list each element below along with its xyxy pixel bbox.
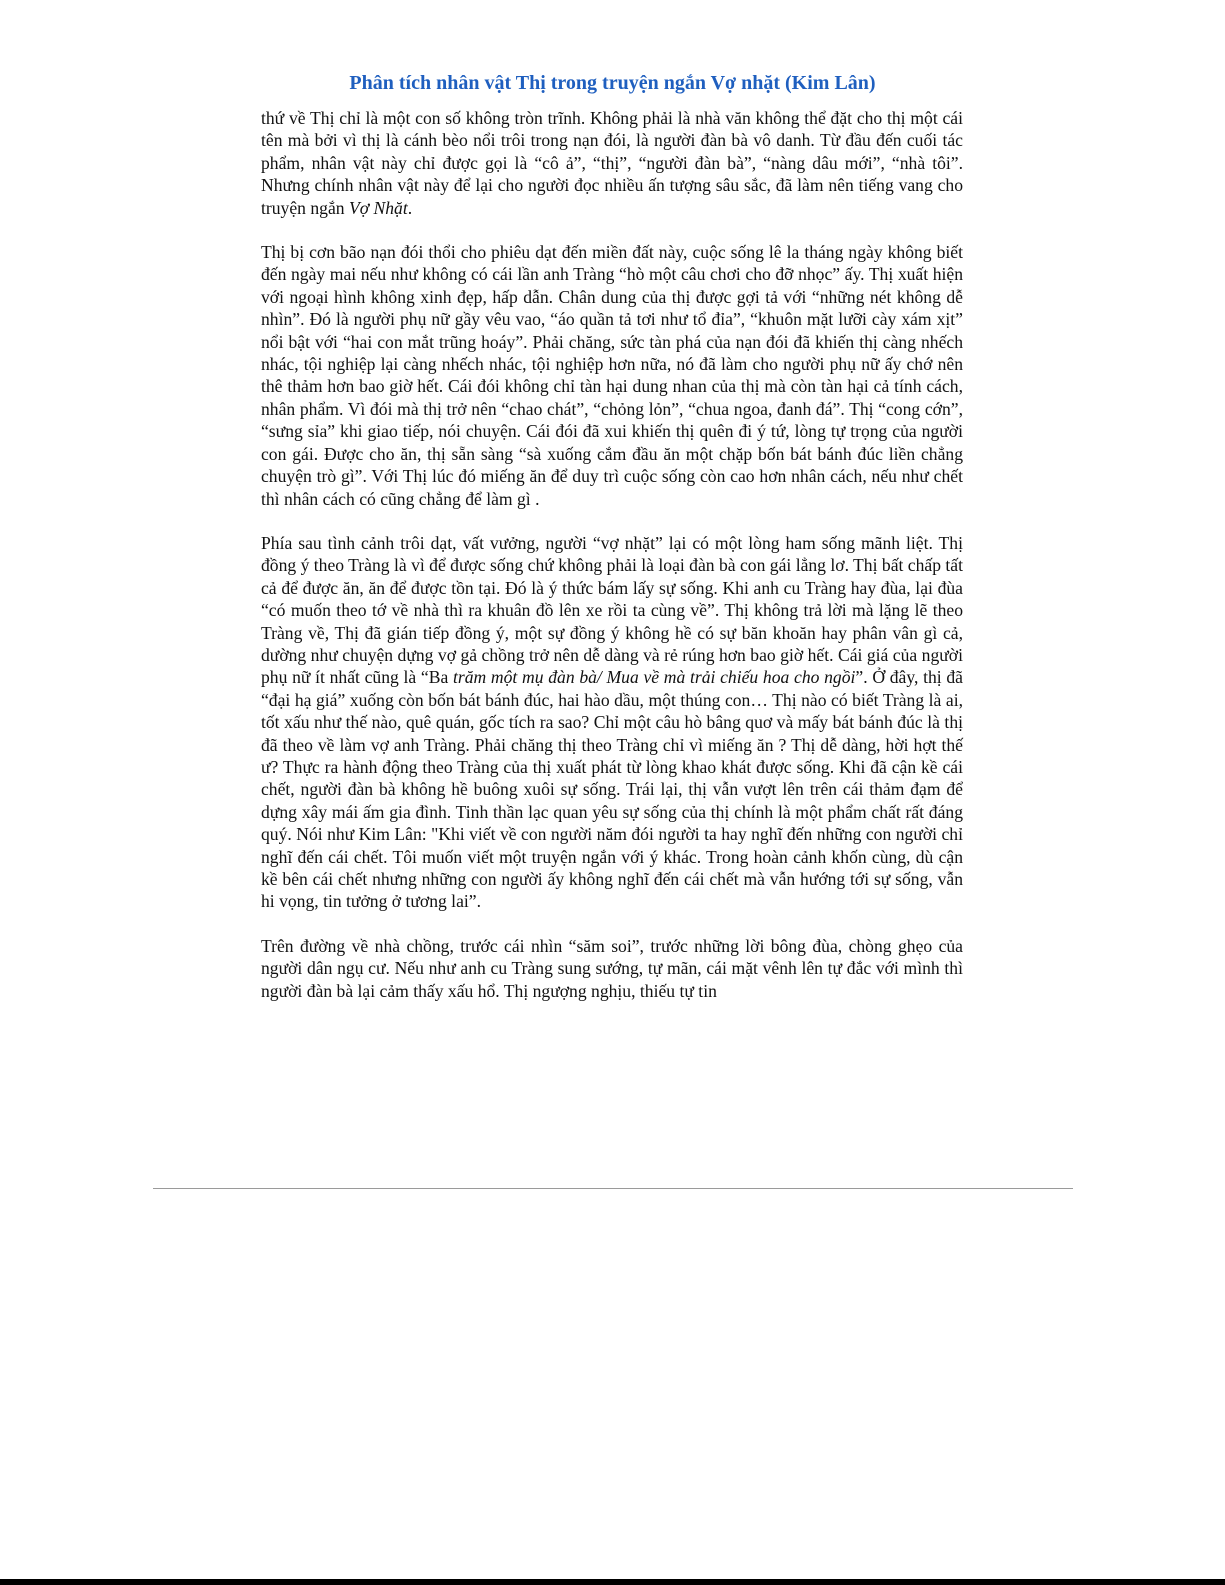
paragraph-3 — [261, 532, 963, 913]
paragraph-3-rest: ”. Ở đây, thị đã “đại hạ giá” xuống còn bốn bát bánh đúc, hai hào dầu, một thúng con… Thị nào có biết Tràng là ai, tốt xấu như thế nào, quê quán, gốc tích ra sao? Chỉ một câu hò bâng quơ và mấy bát bánh đúc là thị đã theo về làm vợ anh Tràng. Phải chăng thị theo Tràng chỉ vì miếng ăn ? Thị dễ dàng, hời hợt thế ư? Thực ra hành động theo Tràng của thị xuất phát từ lòng khao khát được sống. Khi đã cận kề cái chết, người đàn bà không hề buông xuôi sự sống. Trái lại, thị vẫn vượt lên trên cái thảm đạm để dựng xây mái ấm gia đình. Tinh thần lạc quan yêu sự sống của thị chính là một phẩm chất rất đáng quý. Nói như Kim Lân: "Khi viết về con người năm đói người ta hay nghĩ đến những con người chỉ nghĩ đến cái chết. Tôi muốn viết một truyện ngắn với ý khác. Trong hoàn cảnh khốn cùng, dù cận kề bên cái chết nhưng những con người ấy không nghĩ đến cái chết mà vẫn hướng tới sự sống, vẫn hi vọng, tin tưởng ở tương lai”. — [261, 667, 963, 912]
paragraph-2: Thị bị cơn bão nạn đói thổi cho phiêu dạt đến miền đất này, cuộc sống lê la tháng ngày không biết đến ngày mai nếu như không có cái lần anh Tràng “hò một câu chơi cho đỡ nhọc” ấy. Thị xuất hiện với ngoại hình không xinh đẹp, hấp dẫn. Chân dung của thị được gợi tả với “những nét không dễ nhìn”. Đó là người phụ nữ gầy vêu vao, “áo quần tả tơi như tổ đỉa”, “khuôn mặt lưỡi cày xám xịt” nổi bật với “hai con mắt trũng hoáy”. Phải chăng, sức tàn phá của nạn đói đã khiến thị càng nhếch nhác, tội nghiệp lại càng nhếch nhác, tội nghiệp hơn nữa, nó đã làm cho người phụ nữ ấy chớ nên thê thảm hơn bao giờ hết. Cái đói không chỉ tàn hại dung nhan của thị mà còn tàn hại cả tính cách, nhân phẩm. Vì đói mà thị trở nên “chao chát”, “chỏng lỏn”, “chua ngoa, đanh đá”. Thị “cong cớn”, “sưng sỉa” khi giao tiếp, nói chuyện. Cái đói đã xui khiến thị quên đi ý tứ, lòng tự trọng của người con gái. Được cho ăn, thị sẵn sàng “sà xuống cắm đầu ăn một chặp bốn bát bánh đúc liền chẳng chuyện trò gì”. Với Thị lúc đó miếng ăn để duy trì cuộc sống còn cao hơn nhân cách, nếu như chết thì nhân cách có cũng chẳng để làm gì . — [261, 242, 963, 509]
paragraph-1-work-title: Vợ Nhặt — [348, 197, 408, 218]
bottom-edge-bar — [0, 1579, 1225, 1585]
paragraph-3-quote: trăm một mụ đàn bà/ Mua về mà trải chiếu hoa cho ngồi — [452, 667, 856, 688]
paragraph-1-text: thứ về Thị chỉ là một con số không tròn trĩnh. Không phải là nhà văn không thể đặt cho thị một cái tên mà bởi vì thị là cánh bèo nổi trôi trong nạn đói, là người đàn bà vô danh. Từ đầu đến cuối tác phẩm, nhân vật này chỉ được gọi là “cô ả”, “thị”, “người đàn bà”, “nàng dâu mới”, “nhà tôi”. Nhưng chính nhân vật này để lại cho người đọc nhiều ấn tượng sâu sắc, đã làm nên tiếng vang cho truyện ngắn — [261, 108, 963, 218]
paragraph-1-end: . — [407, 197, 413, 218]
page-title: Phân tích nhân vật Thị trong truyện ngắn Vợ nhặt (Kim Lân) — [349, 72, 876, 94]
paragraph-3-text: Phía sau tình cảnh trôi dạt, vất vưởng, người “vợ nhặt” lại có một lòng ham sống mãnh liệt. Thị đồng ý theo Tràng là vì để được sống chứ không phải là loại đàn bà con gái lẳng lơ. Thị bất chấp tất cả để được ăn, ăn để được tồn tại. Đó là ý thức bám lấy sự sống. Khi anh cu Tràng hay đùa, lại đùa “có muốn theo tớ về nhà thì ra khuân đồ lên xe rồi ta cùng về”. Thị không trả lời mà lặng lẽ theo Tràng về, Thị đã gián tiếp đồng ý, một sự đồng ý không hề có sự băn khoăn hay phân vân gì cả, dường như chuyện dựng vợ gả chồng trở nên dễ dàng và rẻ rúng hơn bao giờ hết. Cái giá của người phụ nữ ít nhất cũng là “Ba — [261, 532, 963, 688]
document-body — [261, 107, 963, 1024]
paragraph-1 — [261, 107, 963, 219]
paragraph-4: Trên đường về nhà chồng, trước cái nhìn “săm soi”, trước những lời bông đùa, chòng ghẹo của người dân ngụ cư. Nếu như anh cu Tràng sung sướng, tự mãn, cái mặt vênh lên tự đắc với mình thì người đàn bà lại cảm thấy xấu hổ. Thị ngượng nghịu, thiếu tự tin — [261, 935, 963, 1001]
footer-divider — [153, 1188, 1073, 1189]
